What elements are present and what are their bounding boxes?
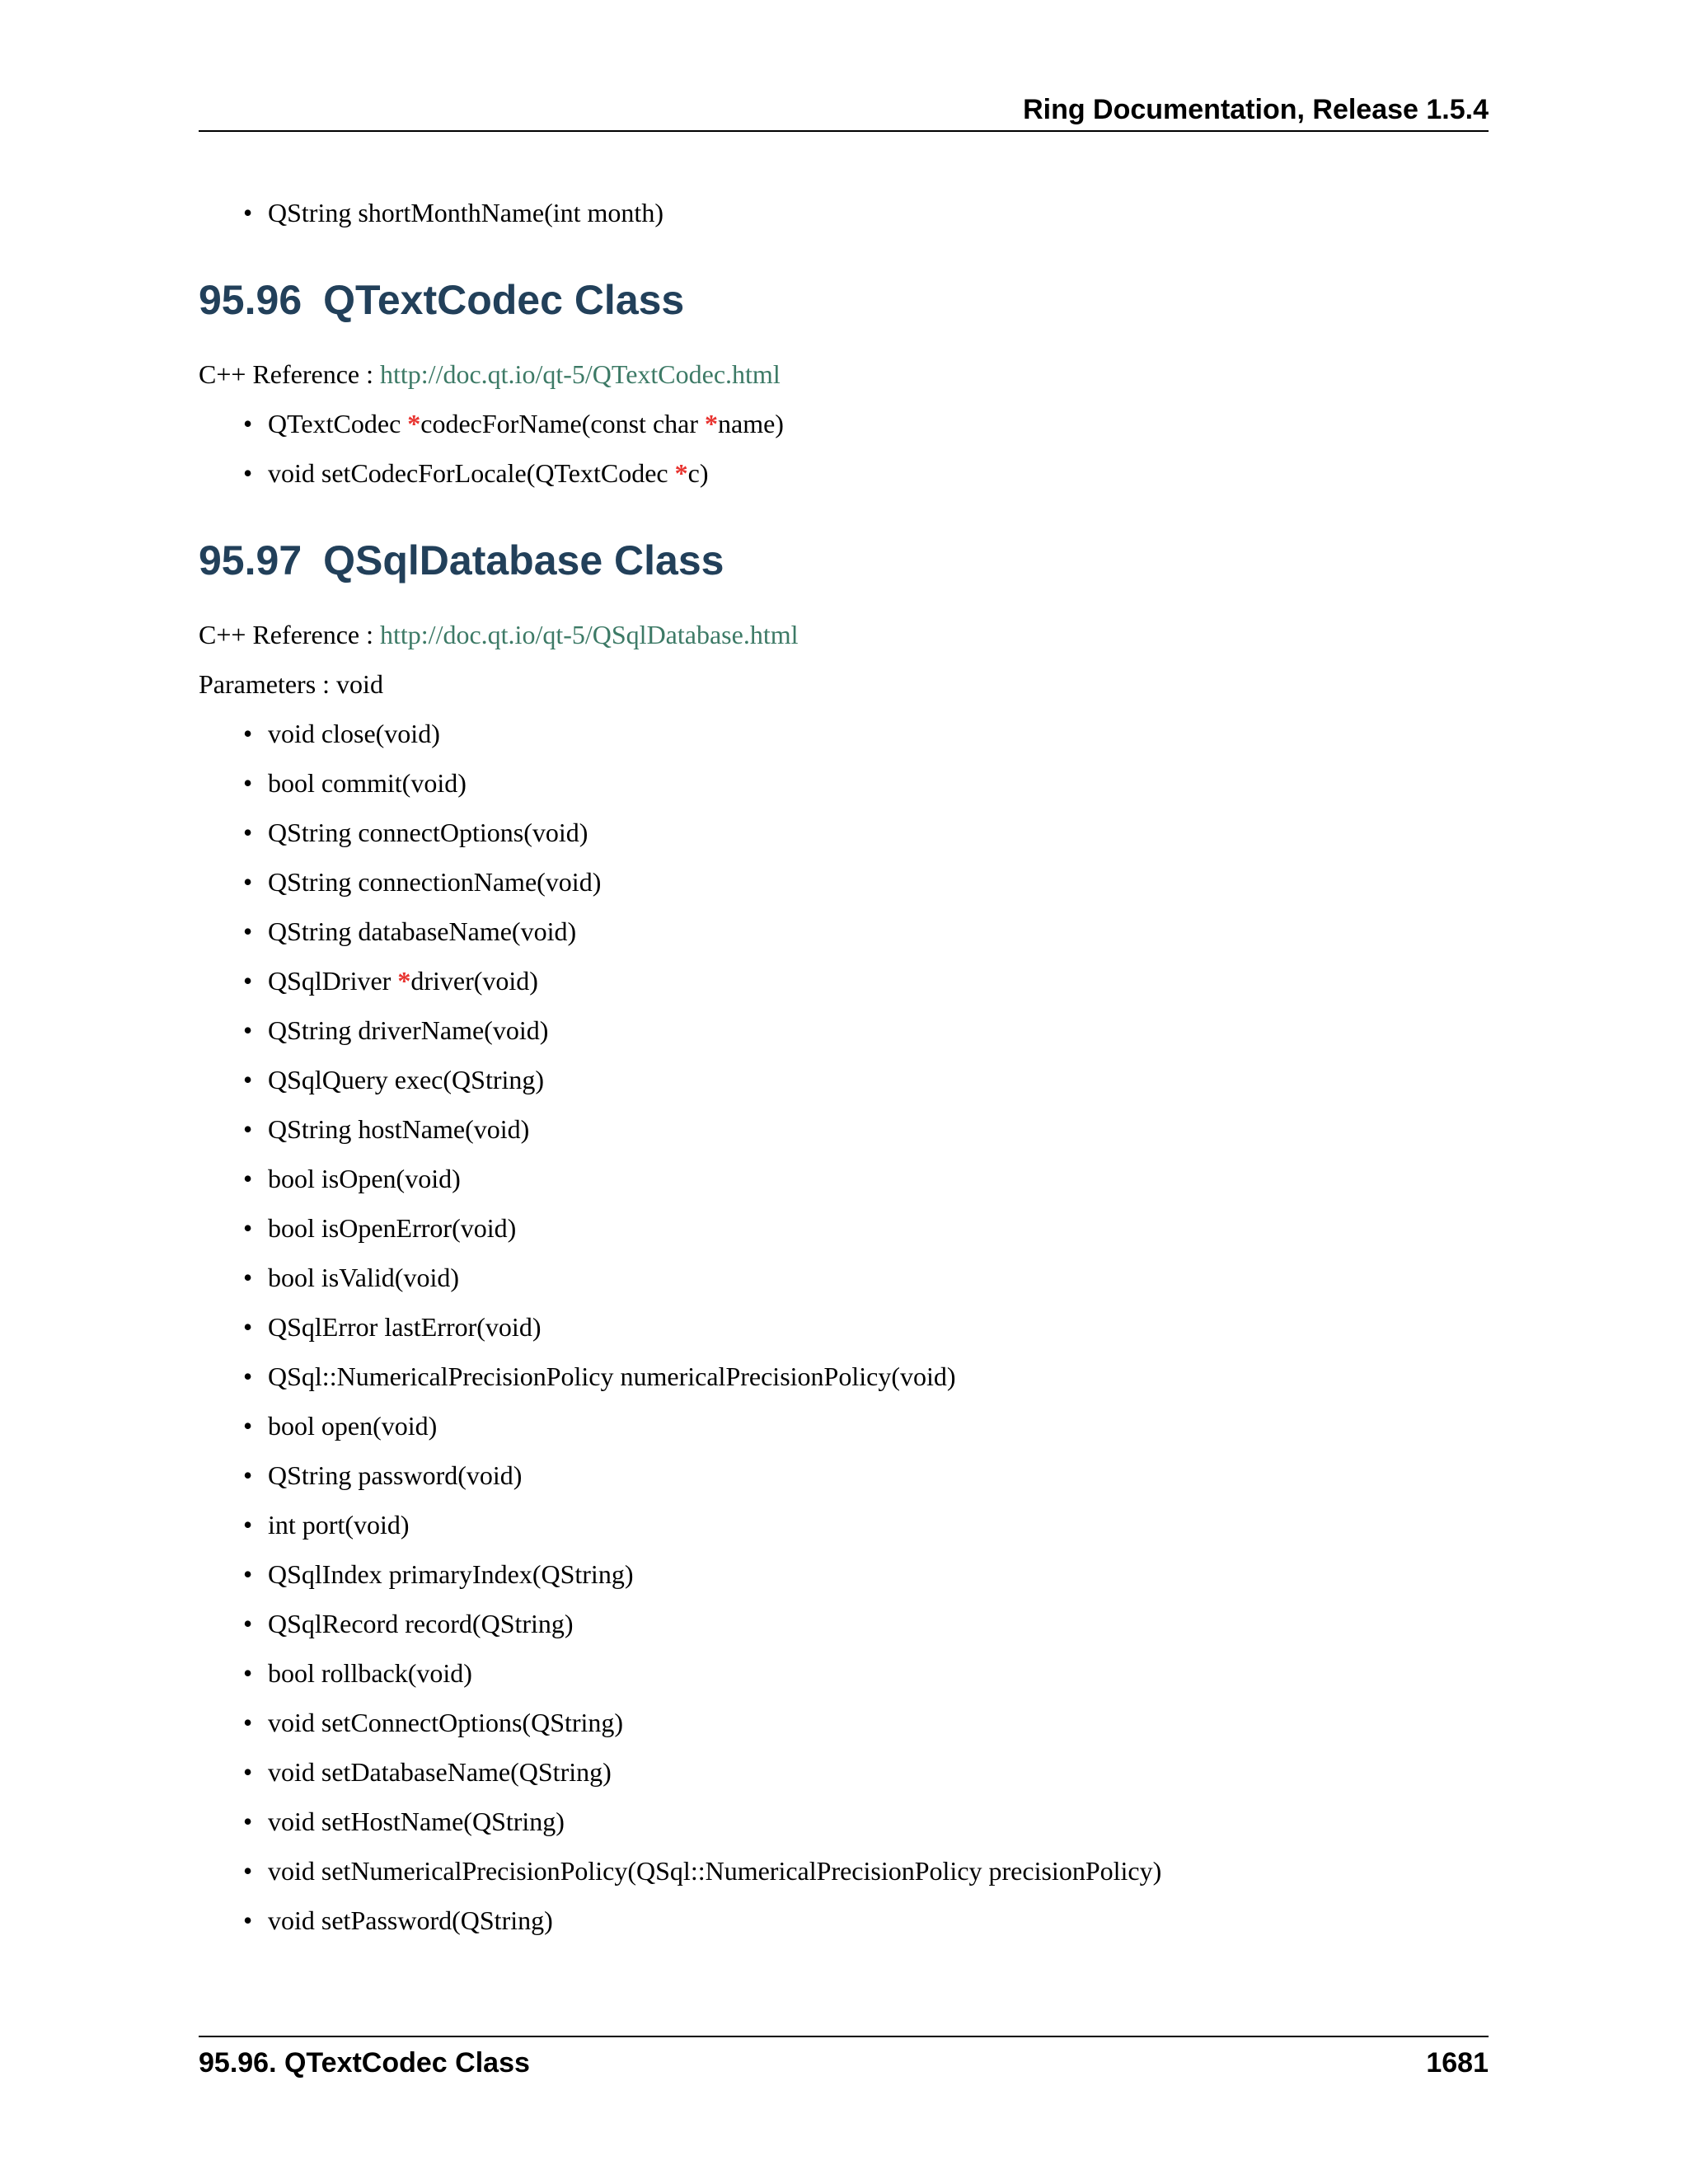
list-item: • void setConnectOptions(QString): [268, 1706, 1489, 1739]
list-item: • QSqlIndex primaryIndex(QString): [268, 1558, 1489, 1591]
list-item: • bool isOpen(void): [268, 1162, 1489, 1195]
list-item: • QSqlRecord record(QString): [268, 1607, 1489, 1640]
list-item: • void setDatabaseName(QString): [268, 1755, 1489, 1788]
list-item: • void setHostName(QString): [268, 1805, 1489, 1838]
qtextcodec-method-list: [199, 407, 1489, 490]
list-item: • bool isOpenError(void): [268, 1212, 1489, 1244]
list-item: • bool commit(void): [268, 766, 1489, 799]
reference-link[interactable]: http://doc.qt.io/qt-5/QSqlDatabase.html: [380, 620, 799, 649]
list-item: • QSqlError lastError(void): [268, 1310, 1489, 1343]
page-number: 1681: [1426, 2047, 1489, 2079]
reference-label: C++ Reference :: [199, 359, 380, 389]
list-item: • bool isValid(void): [268, 1261, 1489, 1294]
section-number: 95.97: [199, 537, 302, 583]
list-item: • QSql::NumericalPrecisionPolicy numericalPrecisionPolicy(void): [268, 1360, 1489, 1393]
page-content: [199, 196, 1489, 1937]
qsqldatabase-method-list: [199, 717, 1489, 1937]
list-item: • QString databaseName(void): [268, 915, 1489, 948]
list-item: • QString driverName(void): [268, 1014, 1489, 1047]
list-item: • int port(void): [268, 1508, 1489, 1541]
section-number: 95.96: [199, 277, 302, 323]
section-title: QTextCodec Class: [323, 277, 685, 323]
list-item: • QString shortMonthName(int month): [268, 196, 1489, 229]
list-item: • void setNumericalPrecisionPolicy(QSql::NumericalPrecisionPolicy precisionPolicy): [268, 1854, 1489, 1887]
list-item: • QString password(void): [268, 1459, 1489, 1492]
list-item: • QString connectOptions(void): [268, 816, 1489, 849]
list-item: • void setPassword(QString): [268, 1904, 1489, 1937]
section-heading-qsqldatabase: [199, 536, 1489, 585]
parameters-line: Parameters : void: [199, 669, 383, 699]
header-title: Ring Documentation, Release 1.5.4: [1023, 94, 1489, 125]
document-page: [199, 0, 1489, 2184]
list-item: • QString connectionName(void): [268, 865, 1489, 898]
list-item: • QSqlDriver *driver(void): [268, 964, 1489, 997]
list-item: • void close(void): [268, 717, 1489, 750]
reference-label: C++ Reference :: [199, 620, 380, 649]
list-item: • QString hostName(void): [268, 1113, 1489, 1146]
reference-link[interactable]: http://doc.qt.io/qt-5/QTextCodec.html: [380, 359, 781, 389]
cpp-reference: [199, 618, 1489, 651]
intro-list: [199, 196, 1489, 229]
cpp-reference: [199, 358, 1489, 391]
section-heading-qtextcodec: [199, 275, 1489, 325]
section-title: QSqlDatabase Class: [323, 537, 724, 583]
list-item: • QTextCodec *codecForName(const char *name): [268, 407, 1489, 440]
list-item: • bool open(void): [268, 1409, 1489, 1442]
list-item: • void setCodecForLocale(QTextCodec *c): [268, 457, 1489, 490]
footer-section: 95.96. QTextCodec Class: [199, 2047, 530, 2079]
list-item: • bool rollback(void): [268, 1657, 1489, 1690]
page-footer: [199, 2036, 1489, 2079]
page-header: [199, 92, 1489, 132]
list-item: • QSqlQuery exec(QString): [268, 1063, 1489, 1096]
